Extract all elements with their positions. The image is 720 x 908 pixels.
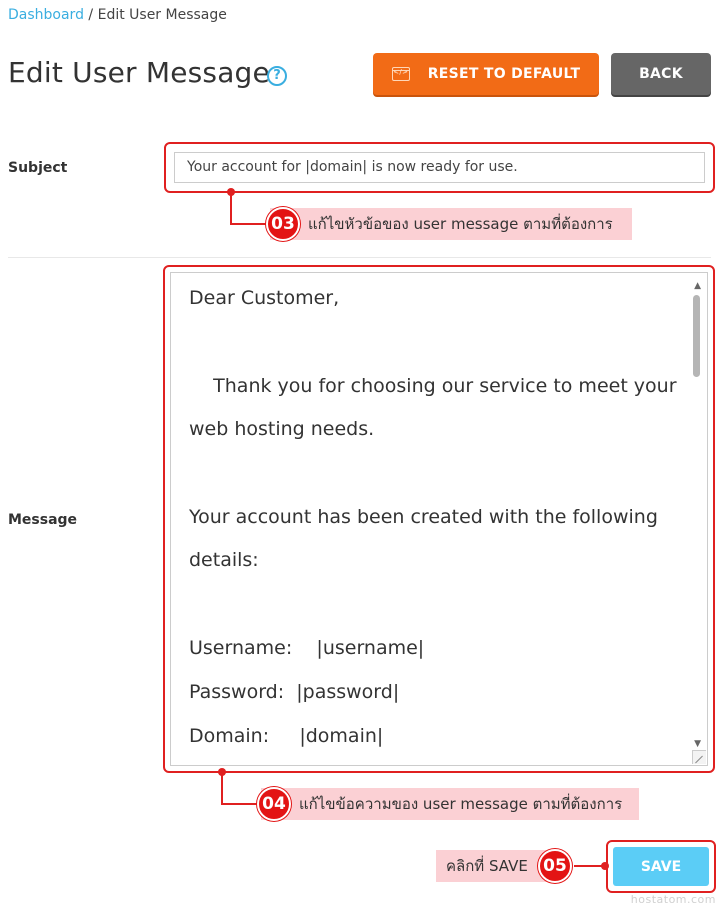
subject-input[interactable]: Your account for |domain| is now ready for use. [174,152,705,183]
subject-label: Subject [8,160,68,176]
breadcrumb-current: Edit User Message [97,7,227,23]
callout-04-connector-v [221,772,223,805]
callout-03-connector-v [230,192,232,225]
code-icon: </> [392,67,410,81]
scroll-up-arrow-icon[interactable]: ▲ [694,281,701,291]
callout-04-label: แก้ไขข้อความของ user message ตามที่ต้องการ [261,788,639,820]
message-line: Thank you for choosing our service to meet your [189,375,677,397]
breadcrumb-separator: / [88,7,94,23]
callout-05-label: คลิกที่ SAVE [436,850,548,882]
message-label: Message [8,512,78,528]
section-divider [8,257,711,258]
message-line: Dear Customer, [189,287,340,309]
callout-03-connector-h [230,223,270,225]
save-highlight [606,840,716,893]
scrollbar-thumb[interactable] [693,295,700,377]
callout-04-connector-h [221,803,261,805]
callout-05-connector [574,865,604,867]
message-line: Username: |username| [189,637,425,659]
callout-03-label: แก้ไขหัวข้อของ user message ตามที่ต้องการ [270,208,632,240]
message-line: details: [189,549,259,571]
message-highlight [163,265,715,773]
callout-04-badge: 04 [257,787,291,821]
page-title: Edit User Message [8,56,270,89]
reset-to-default-button[interactable] [373,53,599,95]
message-textarea[interactable] [170,272,708,766]
watermark: hostatom.com [630,893,716,906]
resize-grip-icon[interactable] [692,750,706,764]
message-line: Domain: |domain| [189,725,384,747]
message-line: Password: |password| [189,681,400,703]
subject-highlight [164,142,715,193]
help-icon[interactable]: ? [267,66,287,86]
breadcrumb-dashboard-link[interactable]: Dashboard [8,7,84,23]
callout-03-badge: 03 [266,207,300,241]
reset-button-label: RESET TO DEFAULT [427,66,581,82]
back-button[interactable]: BACK [611,53,711,95]
message-line: web hosting needs. [189,418,375,440]
breadcrumb [8,7,227,23]
save-button[interactable]: SAVE [613,847,709,886]
scroll-down-arrow-icon[interactable]: ▼ [694,739,701,749]
callout-05-badge: 05 [538,849,572,883]
message-line: Your account has been created with the following [189,506,658,528]
